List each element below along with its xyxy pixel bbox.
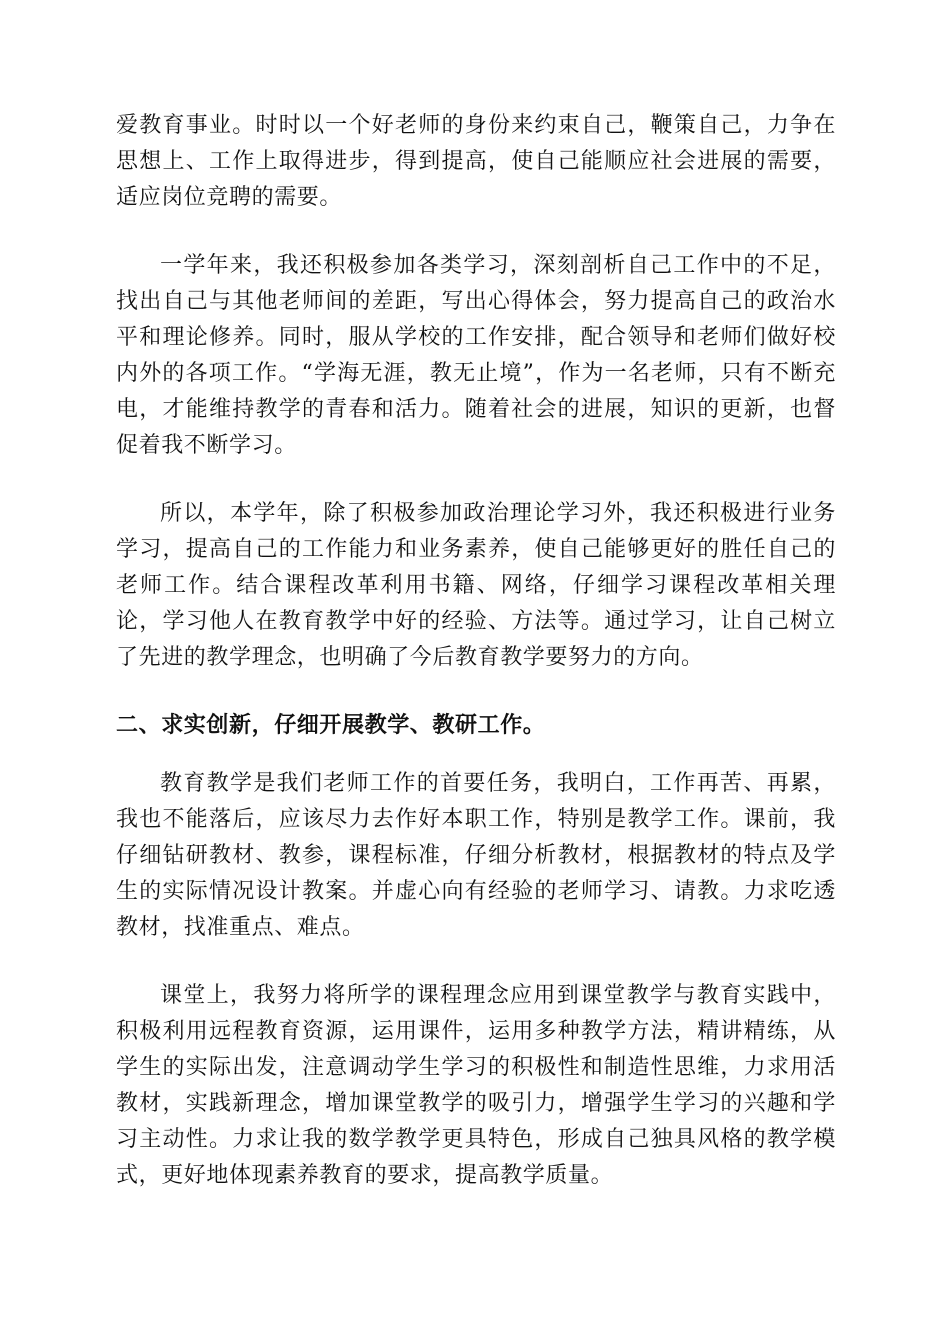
paragraph-study: 一学年来，我还积极参加各类学习，深刻剖析自己工作中的不足，找出自己与其他老师间的差距，写出心得体会，努力提高自己的政治水平和理论修养。同时，服从学校的工作安排，配合领导和老师们做好校内外的各项工作。“学海无涯，教无止境”，作为一名老师，只有不断充电，才能维持教学的青春和活力。随着社会的进展，知识的更新，也督促着我不断学习。 bbox=[116, 253, 836, 458]
paragraph-teaching-task: 教育教学是我们老师工作的首要任务，我明白，工作再苦、再累，我也不能落后，应该尽力去作好本职工作，特别是教学工作。课前，我仔细钻研教材、教参，课程标准，仔细分析教材，根据教材的特点及学生的实际情况设计教案。并虚心向有经验的老师学习、请教。力求吃透教材，找准重点、难点。 bbox=[116, 771, 836, 940]
paragraph-business-study: 所以，本学年，除了积极参加政治理论学习外，我还积极进行业务学习，提高自己的工作能力和业务素养，使自己能够更好的胜任自己的老师工作。结合课程改革利用书籍、网络，仔细学习课程改革相关理论，学习他人在教育教学中好的经验、方法等。通过学习，让自己树立了先进的教学理念，也明确了今后教育教学要努力的方向。 bbox=[116, 501, 836, 670]
paragraph-classroom: 课堂上，我努力将所学的课程理念应用到课堂教学与教育实践中，积极利用远程教育资源，运用课件，运用多种教学方法，精讲精练，从学生的实际出发，注意调动学生学习的积极性和制造性思维，力求用活教材，实践新理念，增加课堂教学的吸引力，增强学生学习的兴趣和学习主动性。力求让我的数学教学更具特色，形成自己独具风格的教学模式，更好地体现素养教育的要求，提高教学质量。 bbox=[116, 983, 836, 1188]
paragraph-continuation: 爱教育事业。时时以一个好老师的身份来约束自己，鞭策自己，力争在思想上、工作上取得进步，得到提高，使自己能顺应社会进展的需要，适应岗位竞聘的需要。 bbox=[116, 113, 836, 210]
section-heading: 二、求实创新，仔细开展教学、教研工作。 bbox=[116, 713, 546, 738]
document-page bbox=[116, 108, 836, 1226]
